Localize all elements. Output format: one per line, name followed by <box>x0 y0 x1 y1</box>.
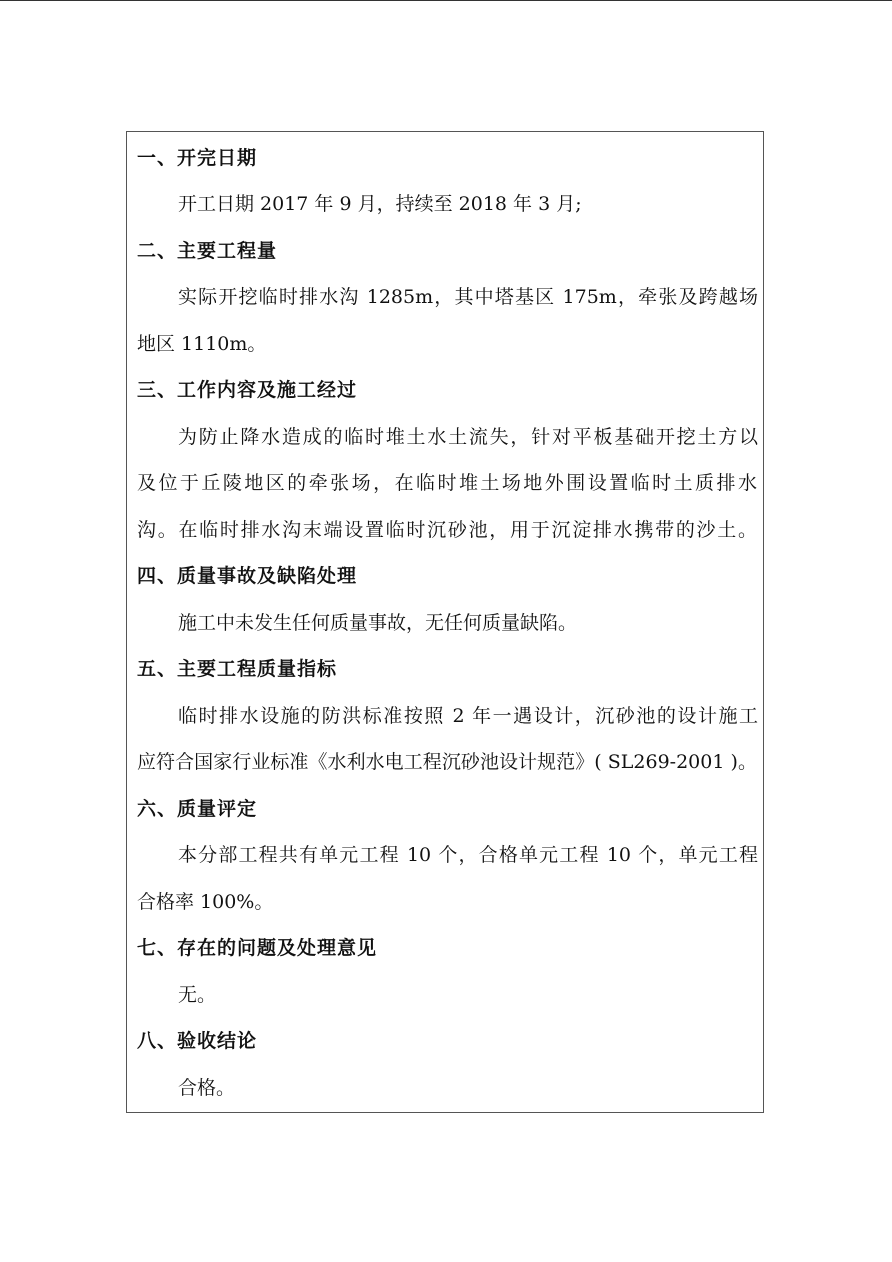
page-top-rule <box>0 0 892 1</box>
section-text-issues: 无。 <box>178 984 217 1006</box>
section-heading-indicators: 五、主要工程质量指标 <box>137 658 338 680</box>
section-text-dates: 开工日期 2017 年 9 月，持续至 2018 年 3 月; <box>178 193 582 215</box>
section-text-quantities: 实际开挖临时排水沟 1285m，其中塔基区 175m，牵张及跨越场 <box>178 286 758 308</box>
section-heading-defects: 四、质量事故及缺陷处理 <box>137 565 358 587</box>
section-heading-quantities: 二、主要工程量 <box>137 240 278 262</box>
section-text-assessment: 合格率 100%。 <box>137 891 274 913</box>
report-table-cell <box>126 131 764 1113</box>
section-heading-work: 三、工作内容及施工经过 <box>137 379 358 401</box>
section-text-assessment: 本分部工程共有单元工程 10 个，合格单元工程 10 个，单元工程 <box>178 844 758 866</box>
section-text-indicators: 应符合国家行业标准《水利水电工程沉砂池设计规范》( SL269-2001 )。 <box>137 751 757 773</box>
section-text-work: 为防止降水造成的临时堆土水土流失，针对平板基础开挖土方以 <box>178 426 758 448</box>
section-heading-issues: 七、存在的问题及处理意见 <box>137 937 378 959</box>
section-text-indicators: 临时排水设施的防洪标准按照 2 年一遇设计，沉砂池的设计施工 <box>178 705 758 727</box>
section-heading-assessment: 六、质量评定 <box>137 798 258 820</box>
section-text-work: 及位于丘陵地区的牵张场，在临时堆土场地外围设置临时土质排水 <box>137 472 757 494</box>
section-heading-conclusion: 八、验收结论 <box>137 1030 258 1052</box>
section-text-defects: 施工中未发生任何质量事故，无任何质量缺陷。 <box>178 612 578 634</box>
section-heading-dates: 一、开完日期 <box>137 147 258 169</box>
section-text-work: 沟。在临时排水沟末端设置临时沉砂池，用于沉淀排水携带的沙土。 <box>137 519 757 541</box>
section-text-conclusion: 合格。 <box>178 1077 236 1099</box>
section-text-quantities: 地区 1110m。 <box>137 333 267 355</box>
